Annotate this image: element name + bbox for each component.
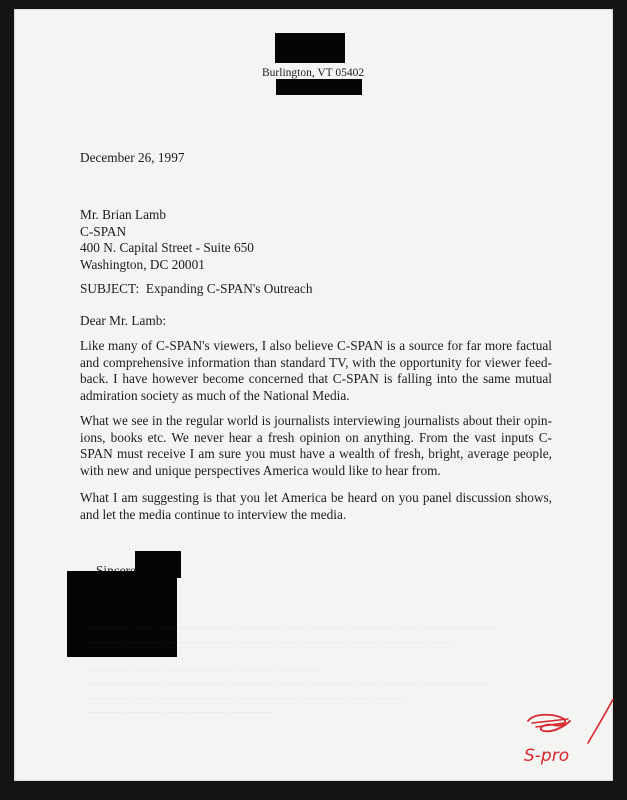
recipient-city: Washington, DC 20001 bbox=[80, 256, 205, 272]
subject-label: SUBJECT: bbox=[80, 281, 140, 296]
redacted-sender-contact bbox=[276, 79, 362, 95]
salutation: Dear Mr. Lamb: bbox=[80, 313, 167, 328]
body-paragraph-1: Like many of C-SPAN's viewers, I also believe C-SPAN is a source for far more factual and comprehensive information than standard TV, with the opportunity for viewer feed-back. I have however become concerned that C-SPAN is falling into the same mutual admiration society as much of the National Media. bbox=[80, 338, 552, 403]
redacted-sender-name bbox=[275, 33, 345, 63]
letter-page bbox=[14, 9, 613, 781]
recipient-address bbox=[80, 207, 254, 273]
body-paragraph-3: What I am suggesting is that you let America be heard on you panel discussion shows, and let the media continue to interview the media. bbox=[80, 490, 552, 522]
letter-date: December 26, 1997 bbox=[80, 150, 185, 165]
annotation-text: S-pro bbox=[524, 746, 570, 766]
sender-city-line: Burlington, VT 05402 bbox=[262, 67, 365, 79]
annotation-tail-stroke bbox=[588, 699, 613, 743]
subject-line bbox=[80, 281, 312, 298]
body-paragraph-2: What we see in the regular world is journalists interviewing journalists about their opin-ions, books etc. We never hear a fresh opinion on anything. From the vast inputs C-SPAN must receive I am sure you must have a wealth of fresh, bright, average people, with new and unique perspectives America would like to hear from. bbox=[80, 413, 552, 478]
bleed-through-text: ———— —— ——— ———— ———— —— ——— ———— —— ———— ——— ——— ———— —— ———— ——— —— ———— ——— ———— —— ———— ——— —— ———— ——— ———— ——— ———— —— ——— ———— ——— ———— —— ——— ———— —— ———— —— ——— ———— —— ——— ———— —— ——— ——— ———— —— ——— ———— bbox=[86, 622, 499, 718]
recipient-organization: C-SPAN bbox=[80, 223, 127, 239]
subject-text: Expanding C-SPAN's Outreach bbox=[145, 281, 313, 296]
recipient-name: Mr. Brian Lamb bbox=[80, 207, 167, 222]
recipient-street: 400 N. Capital Street - Suite 650 bbox=[80, 240, 254, 255]
handwritten-annotation bbox=[514, 699, 624, 779]
